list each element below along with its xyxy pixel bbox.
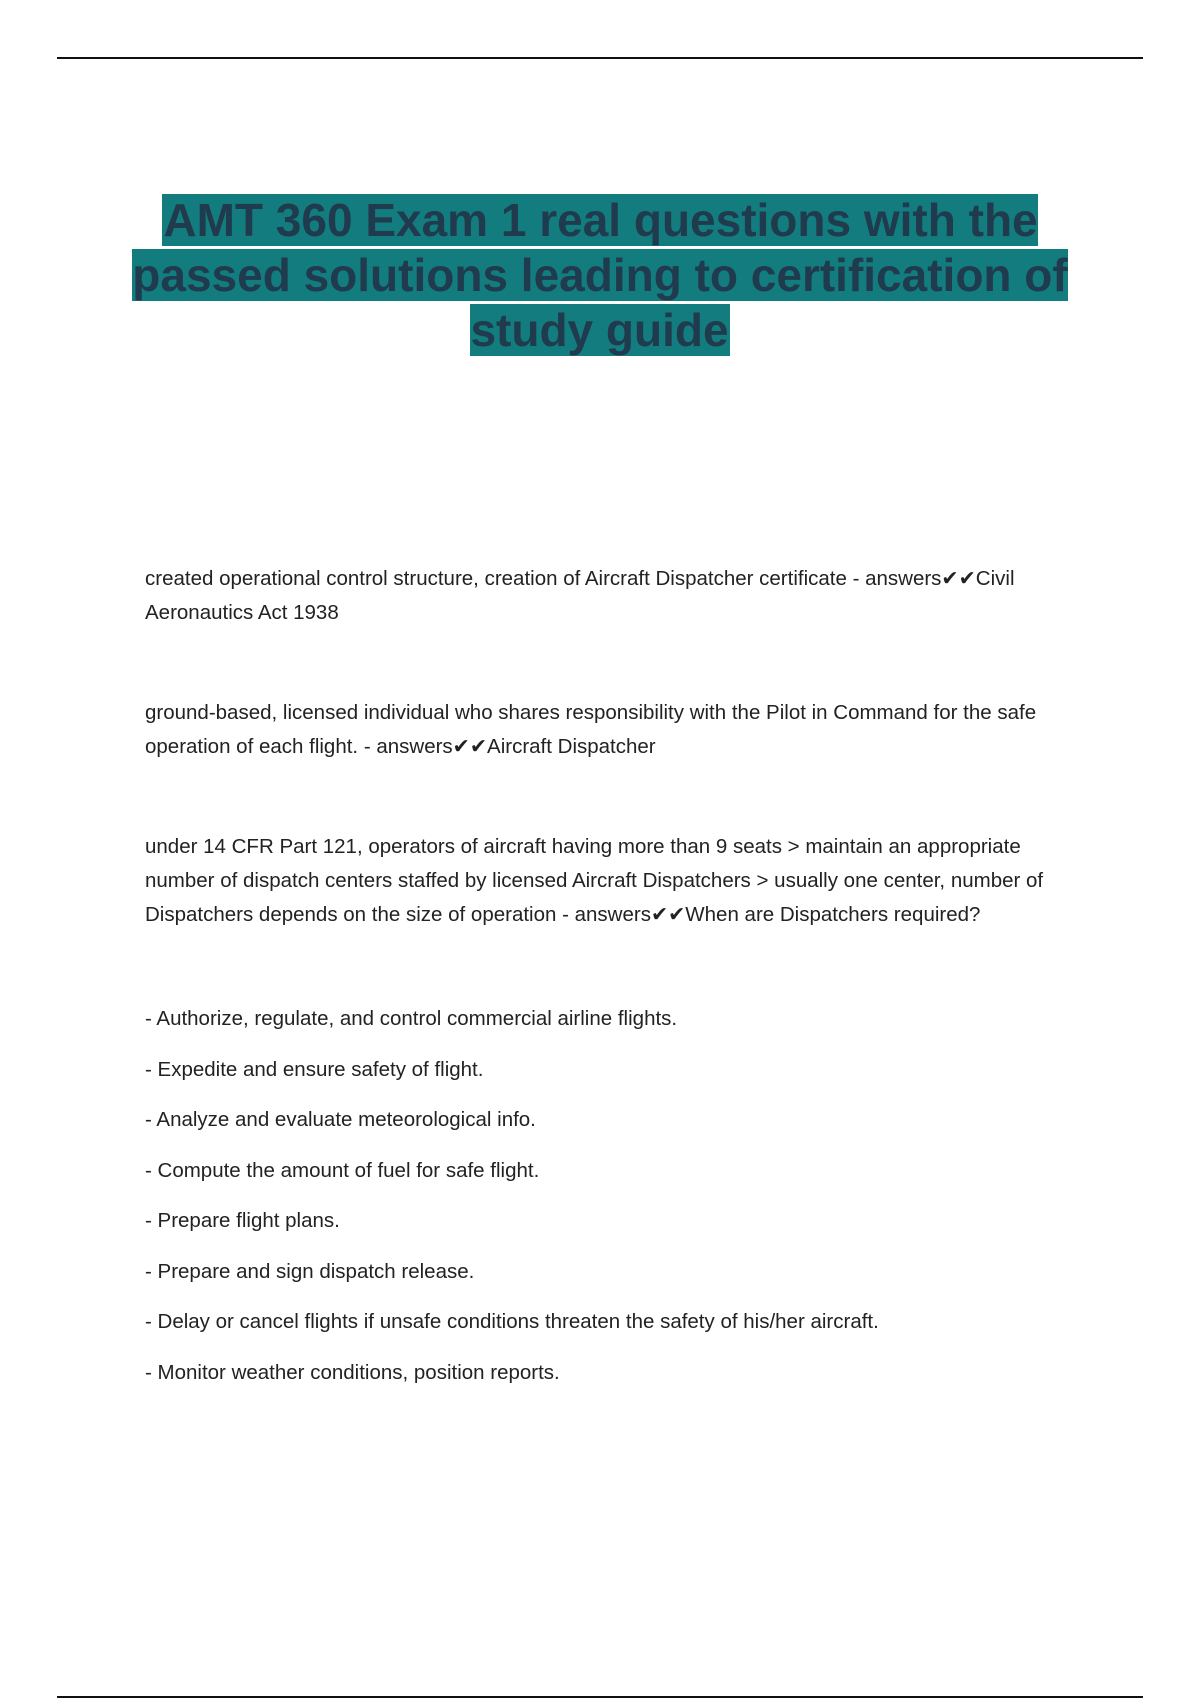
qa-entry: created operational control structure, creation of Aircraft Dispatcher certificate - answers✔✔Civil Aeronautics Act 1938 (145, 567, 1015, 624)
bottom-rule (57, 1696, 1143, 1698)
list-item: - Authorize, regulate, and control commercial airline flights. (145, 1007, 678, 1030)
qa-entry: ground-based, licensed individual who shares responsibility with the Pilot in Command for the safe operation of each flight. - answers✔✔Aircraft Dispatcher (145, 701, 1037, 758)
list-item: - Delay or cancel flights if unsafe conditions threaten the safety of his/her aircraft. (145, 1310, 879, 1333)
list-item: - Prepare flight plans. (145, 1209, 340, 1232)
document-title (100, 193, 1100, 358)
top-rule (57, 57, 1143, 59)
list-item: - Prepare and sign dispatch release. (145, 1259, 475, 1283)
list-item: - Analyze and evaluate meteorological info. (145, 1108, 536, 1131)
duties-list (145, 1002, 1095, 1406)
list-item: - Compute the amount of fuel for safe flight. (145, 1158, 540, 1182)
list-item: - Monitor weather conditions, position reports. (145, 1360, 560, 1384)
document-body (145, 562, 1095, 1406)
qa-entry: under 14 CFR Part 121, operators of aircraft having more than 9 seats > maintain an appropriate number of dispatch centers staffed by licensed Aircraft Dispatchers > usually one center, number of Dispatchers depends on the size of operation - answers✔✔When are Dispatchers required? (145, 835, 1044, 926)
document-title-text: AMT 360 Exam 1 real questions with the passed solutions leading to certification of study guide (132, 194, 1068, 356)
list-item: - Expedite and ensure safety of flight. (145, 1057, 484, 1081)
